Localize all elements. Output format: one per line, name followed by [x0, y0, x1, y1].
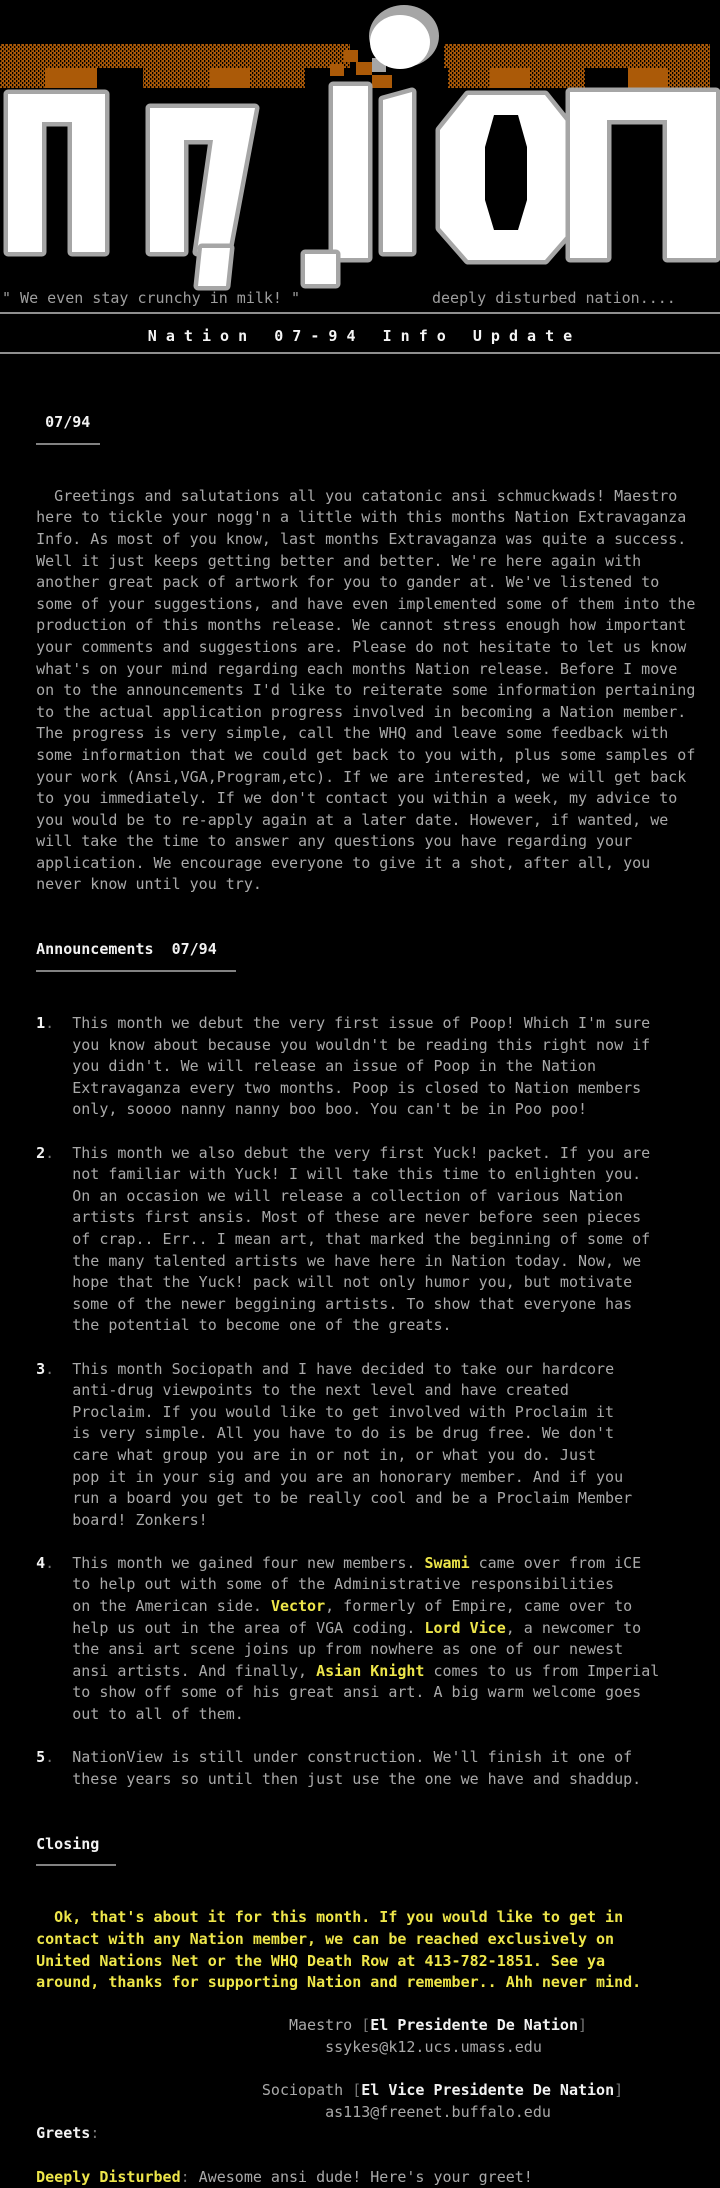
text-line [0, 1531, 720, 1553]
logo-band [0, 44, 710, 88]
text-line: run a board you get to be really cool and be a Proclaim Member [0, 1488, 720, 1510]
text-line: to you immediately. If we don't contact you within a week, my advice to [0, 788, 720, 810]
tagline-right: deeply disturbed nation.... [432, 287, 676, 309]
text-line: board! Zonkers! [0, 1510, 720, 1532]
text-line: ansi artists. And finally, Asian Knight comes to us from Imperial [0, 1661, 720, 1683]
text-line: what's on your mind regarding each months Nation release. Before I move [0, 659, 720, 681]
text-line [0, 896, 720, 918]
text-line: 2. This month we also debut the very first Yuck! packet. If you are [0, 1143, 720, 1165]
text-line: 5. NationView is still under construction. We'll finish it one of [0, 1747, 720, 1769]
text-line: help us out in the area of VGA coding. Lord Vice, a newcomer to [0, 1618, 720, 1640]
logo-letters [8, 86, 716, 286]
text-line: to help out with some of the Administrative responsibilities [0, 1574, 720, 1596]
text-line: is very simple. All you have to do is be drug free. We don't [0, 1423, 720, 1445]
text-line [0, 464, 720, 486]
text-line: some of your suggestions, and have even implemented some of them into the [0, 594, 720, 616]
text-line: on the American side. Vector, formerly of Empire, came over to [0, 1596, 720, 1618]
text-line [0, 1790, 720, 1812]
text-line: care what group you are in or not in, or what you do. Just [0, 1445, 720, 1467]
text-line: Info. As most of you know, last months Extravaganza was quite a success. [0, 529, 720, 551]
text-line [0, 991, 720, 1013]
text-line: artists first ansis. Most of these are never before seen pieces [0, 1207, 720, 1229]
text-line: production of this months release. We cannot stress enough how important [0, 615, 720, 637]
text-line: never know until you try. [0, 874, 720, 896]
text-line: will take the time to answer any questions you have regarding your [0, 831, 720, 853]
tagline-row [0, 287, 720, 309]
text-line: The progress is very simple, call the WHQ and leave some feedback with [0, 723, 720, 745]
closing-heading: Closing [0, 1834, 720, 1856]
text-line: contact with any Nation member, we can be reached exclusively on [0, 1929, 720, 1951]
text-line: Extravaganza every two months. Poop is closed to Nation members [0, 1078, 720, 1100]
text-line: the potential to become one of the greats. [0, 1315, 720, 1337]
page-title: N a t i o n 0 7 - 9 4 I n f o U p d a t e [0, 324, 720, 348]
text-line [0, 1726, 720, 1748]
letter-a [150, 108, 255, 252]
text-line: application. We encourage everyone to give it a shot, after all, you [0, 853, 720, 875]
text-line [0, 1121, 720, 1143]
tagline-left: " We even stay crunchy in milk! " [2, 287, 300, 309]
text-line [0, 2059, 720, 2081]
text-line: some information that we could get back to you with, plus some samples of [0, 745, 720, 767]
text-line: the many talented artists we have here in Nation today. Now, we [0, 1251, 720, 1273]
text-line: Well it just keeps getting better and better. We're here again with [0, 551, 720, 573]
text-line: to show off some of his great ansi art. A big warm welcome goes [0, 1682, 720, 1704]
document-body [0, 412, 720, 2188]
text-line: not familiar with Yuck! I will take this time to enlighten you. [0, 1164, 720, 1186]
title-rule-bottom [0, 352, 720, 354]
text-line: Ok, that's about it for this month. If you would like to get in [0, 1907, 720, 1929]
nation-ansi-logo [0, 0, 720, 292]
text-line [0, 2145, 720, 2167]
letter-t-stem [333, 86, 368, 258]
text-line: pop it in your sig and you are an honorary member. And if you [0, 1467, 720, 1489]
letter-t-foot [305, 254, 336, 284]
text-line: only, soooo nanny nanny boo boo. You can't be in Poo poo! [0, 1099, 720, 1121]
date-heading: 07/94 [0, 412, 720, 434]
letter-o-hole [485, 115, 527, 230]
text-line: hope that the Yuck! pack will not only humor you, but motivate [0, 1272, 720, 1294]
text-line: the ansi art scene joins up from nowhere as one of our newest [0, 1639, 720, 1661]
text-line: another great pack of artwork for you to gander at. We've listened to [0, 572, 720, 594]
text-line: you didn't. We will release an issue of Poop in the Nation [0, 1056, 720, 1078]
announcements-heading: Announcements 07/94 [0, 939, 720, 961]
text-line: you know about because you wouldn't be reading this right now if [0, 1035, 720, 1057]
signature-maestro-email: ssykes@k12.ucs.umass.edu [0, 2037, 720, 2059]
letter-i [383, 92, 412, 252]
letter-n2 [570, 92, 716, 258]
text-line: around, thanks for supporting Nation and remember.. Ahh never mind. [0, 1972, 720, 1994]
signature-sociopath-email: as113@freenet.buffalo.edu [0, 2102, 720, 2124]
text-line: on to the announcements I'd like to reiterate some information pertaining [0, 680, 720, 702]
text-line: of crap.. Err.. I mean art, that marked the beginning of some of [0, 1229, 720, 1251]
text-line: some of the newer beggining artists. To show that everyone has [0, 1294, 720, 1316]
text-line: 4. This month we gained four new members. Swami came over from iCE [0, 1553, 720, 1575]
text-line: 3. This month Sociopath and I have decided to take our hardcore [0, 1359, 720, 1381]
text-line: Proclaim. If you would like to get involved with Proclaim it [0, 1402, 720, 1424]
text-line: your work (Ansi,VGA,Program,etc). If we are interested, we will get back [0, 767, 720, 789]
greets-heading: Greets: [0, 2123, 720, 2145]
text-line: your comments and suggestions are. Please do not hesitate to let us know [0, 637, 720, 659]
title-rule-top [0, 312, 720, 314]
text-line: out to all of them. [0, 1704, 720, 1726]
logo-i-dot [369, 5, 439, 72]
text-line: to the actual application progress involved in becoming a Nation member. [0, 702, 720, 724]
text-line [0, 1886, 720, 1908]
text-line: On an occasion we will release a collection of various Nation [0, 1186, 720, 1208]
text-line [0, 1812, 720, 1834]
text-line: here to tickle your nogg'n a little with this months Nation Extravaganza [0, 507, 720, 529]
signature-sociopath: Sociopath [El Vice Presidente De Nation] [0, 2080, 720, 2102]
letter-a-tail [198, 248, 230, 286]
text-line: anti-drug viewpoints to the next level and have created [0, 1380, 720, 1402]
text-line: you would be to re-apply again at a later date. However, if wanted, we [0, 810, 720, 832]
greet-line: Deeply Disturbed: Awesome ansi dude! Here's your greet! [0, 2167, 720, 2188]
text-line [0, 1337, 720, 1359]
section-underline [0, 970, 720, 992]
text-line: Greetings and salutations all you catatonic ansi schmuckwads! Maestro [0, 486, 720, 508]
letter-n1 [8, 94, 105, 252]
text-line [0, 918, 720, 940]
text-line: these years so until then just use the one we have and shaddup. [0, 1769, 720, 1791]
text-line [0, 1994, 720, 2016]
section-underline [0, 1864, 720, 1886]
text-line: United Nations Net or the WHQ Death Row at 413-782-1851. See ya [0, 1951, 720, 1973]
text-line: 1. This month we debut the very first issue of Poop! Which I'm sure [0, 1013, 720, 1035]
section-underline [0, 443, 720, 465]
signature-maestro: Maestro [El Presidente De Nation] [0, 2015, 720, 2037]
